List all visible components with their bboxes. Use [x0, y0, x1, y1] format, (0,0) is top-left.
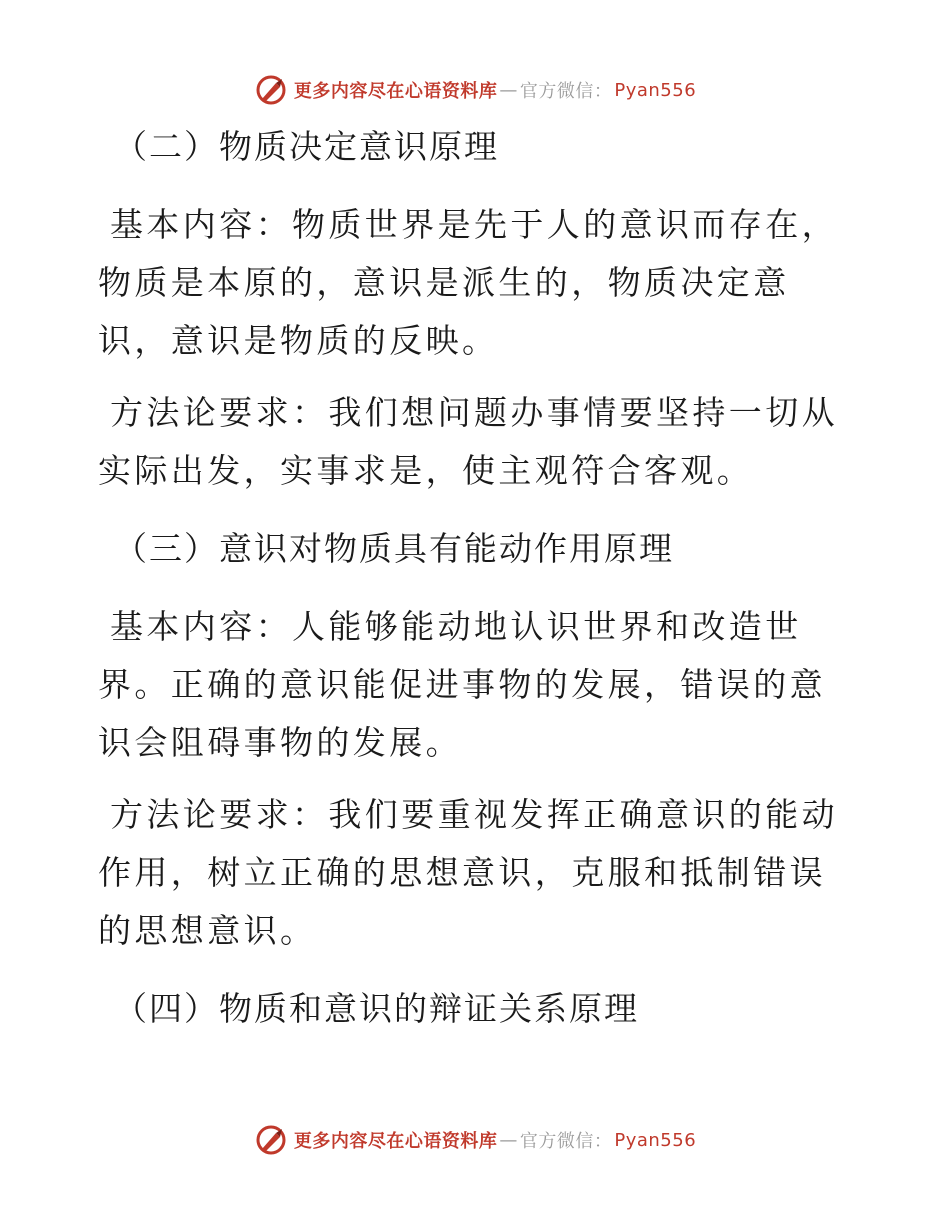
watermark-wechat-id: Pyan556	[614, 79, 697, 101]
section-3-basic-content: 基本内容：人能够能动地认识世界和改造世界。正确的意识能促进事物的发展，错误的意识会阻碍事物的发展。	[98, 607, 826, 762]
pen-nib-logo-icon	[254, 73, 288, 107]
document-body	[98, 118, 858, 1038]
watermark-wechat-label: 官方微信：	[519, 81, 613, 102]
section-heading-2: （二）物质决定意识原理	[114, 127, 499, 166]
watermark-dash: —	[499, 79, 518, 101]
watermark-text: 更多内容尽在心语资料库	[293, 81, 498, 102]
section-heading-3: （三）意识对物质具有能动作用原理	[114, 529, 674, 568]
watermark-wechat-id: Pyan556	[614, 1129, 697, 1151]
section-heading-4: （四）物质和意识的辩证关系原理	[114, 989, 639, 1028]
section-2-basic-content: 基本内容：物质世界是先于人的意识而存在，物质是本原的，意识是派生的，物质决定意识，意识是物质的反映。	[98, 205, 838, 360]
section-3-methodology: 方法论要求：我们要重视发挥正确意识的能动作用，树立正确的思想意识，克服和抵制错误的思想意识。	[98, 795, 838, 950]
footer-watermark	[0, 1120, 950, 1160]
watermark-wechat-label: 官方微信：	[519, 1131, 613, 1152]
pen-nib-logo-icon	[254, 1123, 288, 1157]
watermark-dash: —	[499, 1129, 518, 1151]
section-2-methodology: 方法论要求：我们想问题办事情要坚持一切从实际出发，实事求是，使主观符合客观。	[98, 393, 838, 490]
header-watermark	[0, 70, 950, 110]
watermark-text: 更多内容尽在心语资料库	[293, 1131, 498, 1152]
